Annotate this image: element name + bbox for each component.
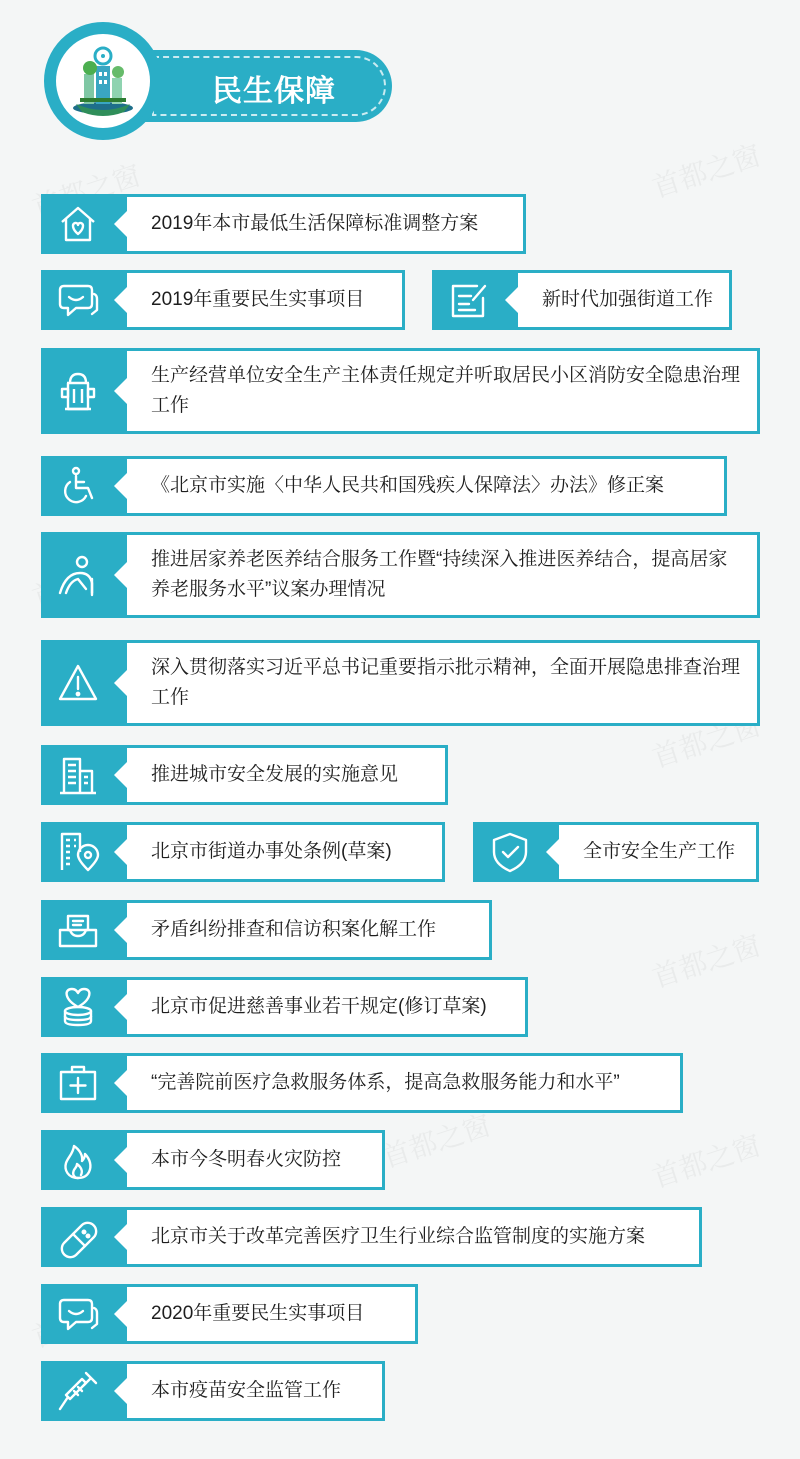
- fire-hydrant-icon: [56, 369, 100, 413]
- item-text: 推进居家养老医养结合服务工作暨“持续深入推进医养结合，提高居家养老服务水平”议案办理情况: [127, 532, 760, 618]
- watermark: 首都之窗: [28, 158, 145, 225]
- watermark: 首都之窗: [378, 1108, 495, 1175]
- list-item: [41, 745, 448, 805]
- list-item: [41, 977, 528, 1037]
- city-illustration-icon: [60, 38, 146, 124]
- section-badge: [44, 22, 162, 140]
- item-text: 北京市街道办事处条例(草案): [127, 822, 445, 882]
- wheelchair-icon: [56, 464, 100, 508]
- edit-note-icon: [447, 278, 491, 322]
- list-item: [41, 456, 727, 516]
- shield-check-icon: [488, 830, 532, 874]
- elderly-person-icon: [56, 553, 100, 597]
- watermark: 首都之窗: [648, 138, 765, 205]
- list-item: [41, 1361, 385, 1421]
- item-text: 《北京市实施〈中华人民共和国残疾人保障法〉办法》修正案: [127, 456, 727, 516]
- item-text: 深入贯彻落实习近平总书记重要指示批示精神，全面开展隐患排查治理工作: [127, 640, 760, 726]
- item-text: “完善院前医疗急救服务体系，提高急救服务能力和水平”: [127, 1053, 683, 1113]
- item-text: 北京市促进慈善事业若干规定(修订草案): [127, 977, 528, 1037]
- section-title-banner: [144, 50, 392, 122]
- section-title: 民生保障: [212, 75, 336, 108]
- chat-smile-icon: [56, 1292, 100, 1336]
- section-header: [44, 22, 404, 140]
- item-text: 本市今冬明春火灾防控: [127, 1130, 385, 1190]
- chat-smile-icon: [56, 278, 100, 322]
- watermark: 首都之窗: [648, 1128, 765, 1195]
- list-item: [41, 1207, 702, 1267]
- warning-triangle-icon: [56, 661, 100, 705]
- watermark: 首都之窗: [648, 708, 765, 775]
- list-item: [41, 900, 492, 960]
- inbox-icon: [56, 908, 100, 952]
- list-item: [41, 1053, 683, 1113]
- flame-icon: [56, 1138, 100, 1182]
- list-item: [41, 1284, 418, 1344]
- list-item: [41, 1130, 385, 1190]
- list-item: [473, 822, 759, 882]
- syringe-icon: [56, 1369, 100, 1413]
- item-text: 2019年重要民生实事项目: [127, 270, 405, 330]
- watermark: 首都之窗: [648, 928, 765, 995]
- heart-coins-icon: [56, 985, 100, 1029]
- list-item: [41, 822, 445, 882]
- first-aid-kit-icon: [56, 1061, 100, 1105]
- building-location-icon: [56, 830, 100, 874]
- item-text: 生产经营单位安全生产主体责任规定并听取居民小区消防安全隐患治理工作: [127, 348, 760, 434]
- buildings-icon: [56, 753, 100, 797]
- list-item: [41, 270, 405, 330]
- list-item: [41, 194, 526, 254]
- house-heart-icon: [56, 202, 100, 246]
- pill-icon: [56, 1215, 100, 1259]
- item-text: 新时代加强街道工作: [518, 270, 732, 330]
- item-text: 全市安全生产工作: [559, 822, 759, 882]
- item-text: 2019年本市最低生活保障标准调整方案: [127, 194, 526, 254]
- list-item: [41, 348, 760, 434]
- item-text: 2020年重要民生实事项目: [127, 1284, 418, 1344]
- item-text: 推进城市安全发展的实施意见: [127, 745, 448, 805]
- item-text: 北京市关于改革完善医疗卫生行业综合监管制度的实施方案: [127, 1207, 702, 1267]
- list-item: [432, 270, 732, 330]
- list-item: [41, 640, 760, 726]
- list-item: [41, 532, 760, 618]
- item-text: 矛盾纠纷排查和信访积案化解工作: [127, 900, 492, 960]
- item-text: 本市疫苗安全监管工作: [127, 1361, 385, 1421]
